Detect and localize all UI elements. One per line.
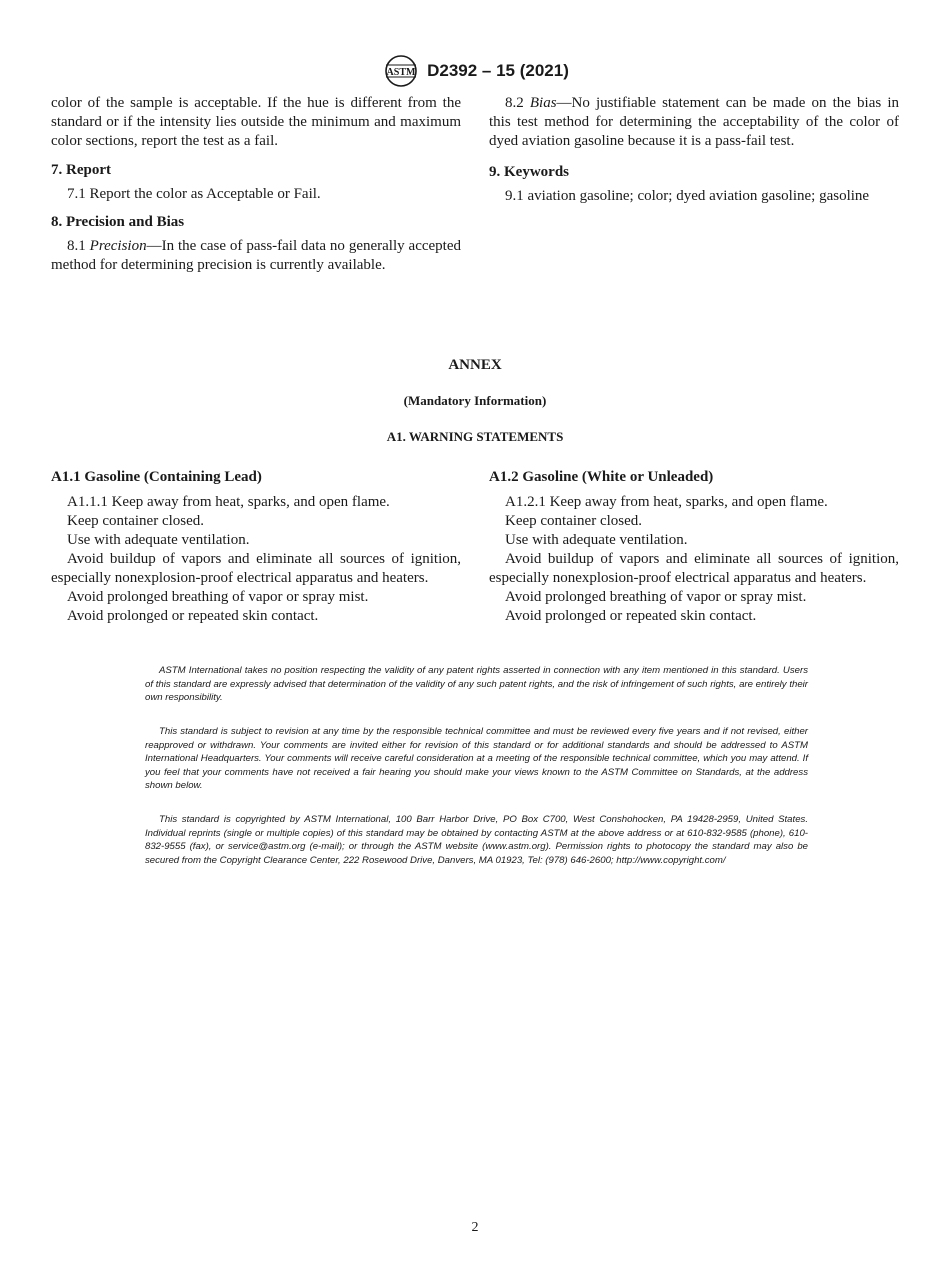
warning-right-heading: A1.2 Gasoline (White or Unleaded) xyxy=(489,469,714,485)
astm-logo-icon xyxy=(381,54,421,88)
warning-left-line-6: Avoid prolonged or repeated skin contact. xyxy=(67,608,319,624)
warning-right-column xyxy=(489,468,899,626)
precision-term: Precision xyxy=(89,238,147,254)
annex-title: ANNEX xyxy=(448,357,502,373)
warning-right-line-3: Use with adequate ventilation. xyxy=(505,532,688,548)
warning-right-line-1: A1.2.1 Keep away from heat, sparks, and open flame. xyxy=(505,494,828,510)
standard-designation: D2392 – 15 (2021) xyxy=(427,61,569,80)
bias-text: —No justifiable statement can be made on the bias in this test method for determining the acceptability of the color of dyed aviation gasoline because it is a pass-fail test. xyxy=(489,95,899,149)
warning-left-line-5: Avoid prolonged breathing of vapor or spray mist. xyxy=(67,589,369,605)
warning-left-column xyxy=(51,468,461,626)
precision-number: 8.1 xyxy=(67,238,86,254)
astm-logo-text: ASTM xyxy=(386,67,416,78)
warning-right-line-6: Avoid prolonged or repeated skin contact. xyxy=(505,608,757,624)
bias-number: 8.2 xyxy=(505,95,524,111)
warning-left-line-4: Avoid buildup of vapors and eliminate all sources of ignition, especially nonexplosion-proof electrical apparatus and heaters. xyxy=(51,551,461,586)
section-8-heading: 8. Precision and Bias xyxy=(51,214,185,230)
warning-right-line-2: Keep container closed. xyxy=(505,513,643,529)
report-paragraph: 7.1 Report the color as Acceptable or Fail. xyxy=(67,186,321,202)
warning-left-line-1: A1.1.1 Keep away from heat, sparks, and open flame. xyxy=(67,494,390,510)
warning-left-heading: A1.1 Gasoline (Containing Lead) xyxy=(51,469,262,485)
page-number: 2 xyxy=(471,1220,479,1235)
annex-section-heading: A1. WARNING STATEMENTS xyxy=(386,429,564,444)
continuation-paragraph: color of the sample is acceptable. If the hue is different from the standard or if the intensity lies outside the minimum and maximum color sections, report the test as a fail. xyxy=(51,95,461,149)
warning-right-line-4: Avoid buildup of vapors and eliminate all sources of ignition, especially nonexplosion-proof electrical apparatus and heaters. xyxy=(489,551,899,586)
right-column xyxy=(489,94,899,206)
annex-subtitle: (Mandatory Information) xyxy=(403,393,547,408)
bias-paragraph xyxy=(489,94,899,151)
patent-notice-text: ASTM International takes no position respecting the validity of any patent rights asserted in connection with any item mentioned in this standard. Users of this standard are expressly advised that determination of the validity of any such patent rights, and the risk of infringement of such rights, are entirely their own responsibility. xyxy=(145,665,808,703)
copyright-notice xyxy=(145,813,808,867)
copyright-notice-text: This standard is copyrighted by ASTM International, 100 Barr Harbor Drive, PO Box C700, West Conshohocken, PA 19428-2959, United States. Individual reprints (single or multiple copies) of this standard may be obtained by contacting ASTM at the above address or at 610-832-9585 (phone), 610-832-9555 (fax), or service@astm.org (e-mail); or through the ASTM website (www.astm.org). Permission rights to photocopy the standard may also be secured from the Copyright Clearance Center, 222 Rosewood Drive, Danvers, MA 01923, Tel: (978) 646-2600; http://www.copyright.com/ xyxy=(145,814,808,866)
warning-left-line-2: Keep container closed. xyxy=(67,513,205,529)
precision-text: —In the case of pass-fail data no generally accepted method for determining precision is currently available. xyxy=(51,238,461,273)
revision-notice-text: This standard is subject to revision at any time by the responsible technical committee and must be reviewed every five years and if not revised, either reapproved or withdrawn. Your comments are invited either for revision of this standard or for additional standards and should be addressed to ASTM International Headquarters. Your comments will receive careful consideration at a meeting of the responsible technical committee, which you may attend. If you feel that your comments have not received a fair hearing you should make your views known to the ASTM Committee on Standards, at the address shown below. xyxy=(145,726,808,791)
left-column xyxy=(51,94,461,275)
precision-paragraph xyxy=(51,237,461,275)
section-9-heading: 9. Keywords xyxy=(489,164,569,180)
bias-term: Bias xyxy=(529,95,557,111)
revision-notice xyxy=(145,725,808,793)
page-header xyxy=(0,54,950,88)
warning-left-line-3: Use with adequate ventilation. xyxy=(67,532,250,548)
patent-notice xyxy=(145,664,808,705)
section-7-heading: 7. Report xyxy=(51,162,111,178)
warning-right-line-5: Avoid prolonged breathing of vapor or spray mist. xyxy=(505,589,807,605)
keywords-paragraph: 9.1 aviation gasoline; color; dyed aviation gasoline; gasoline xyxy=(505,188,870,204)
